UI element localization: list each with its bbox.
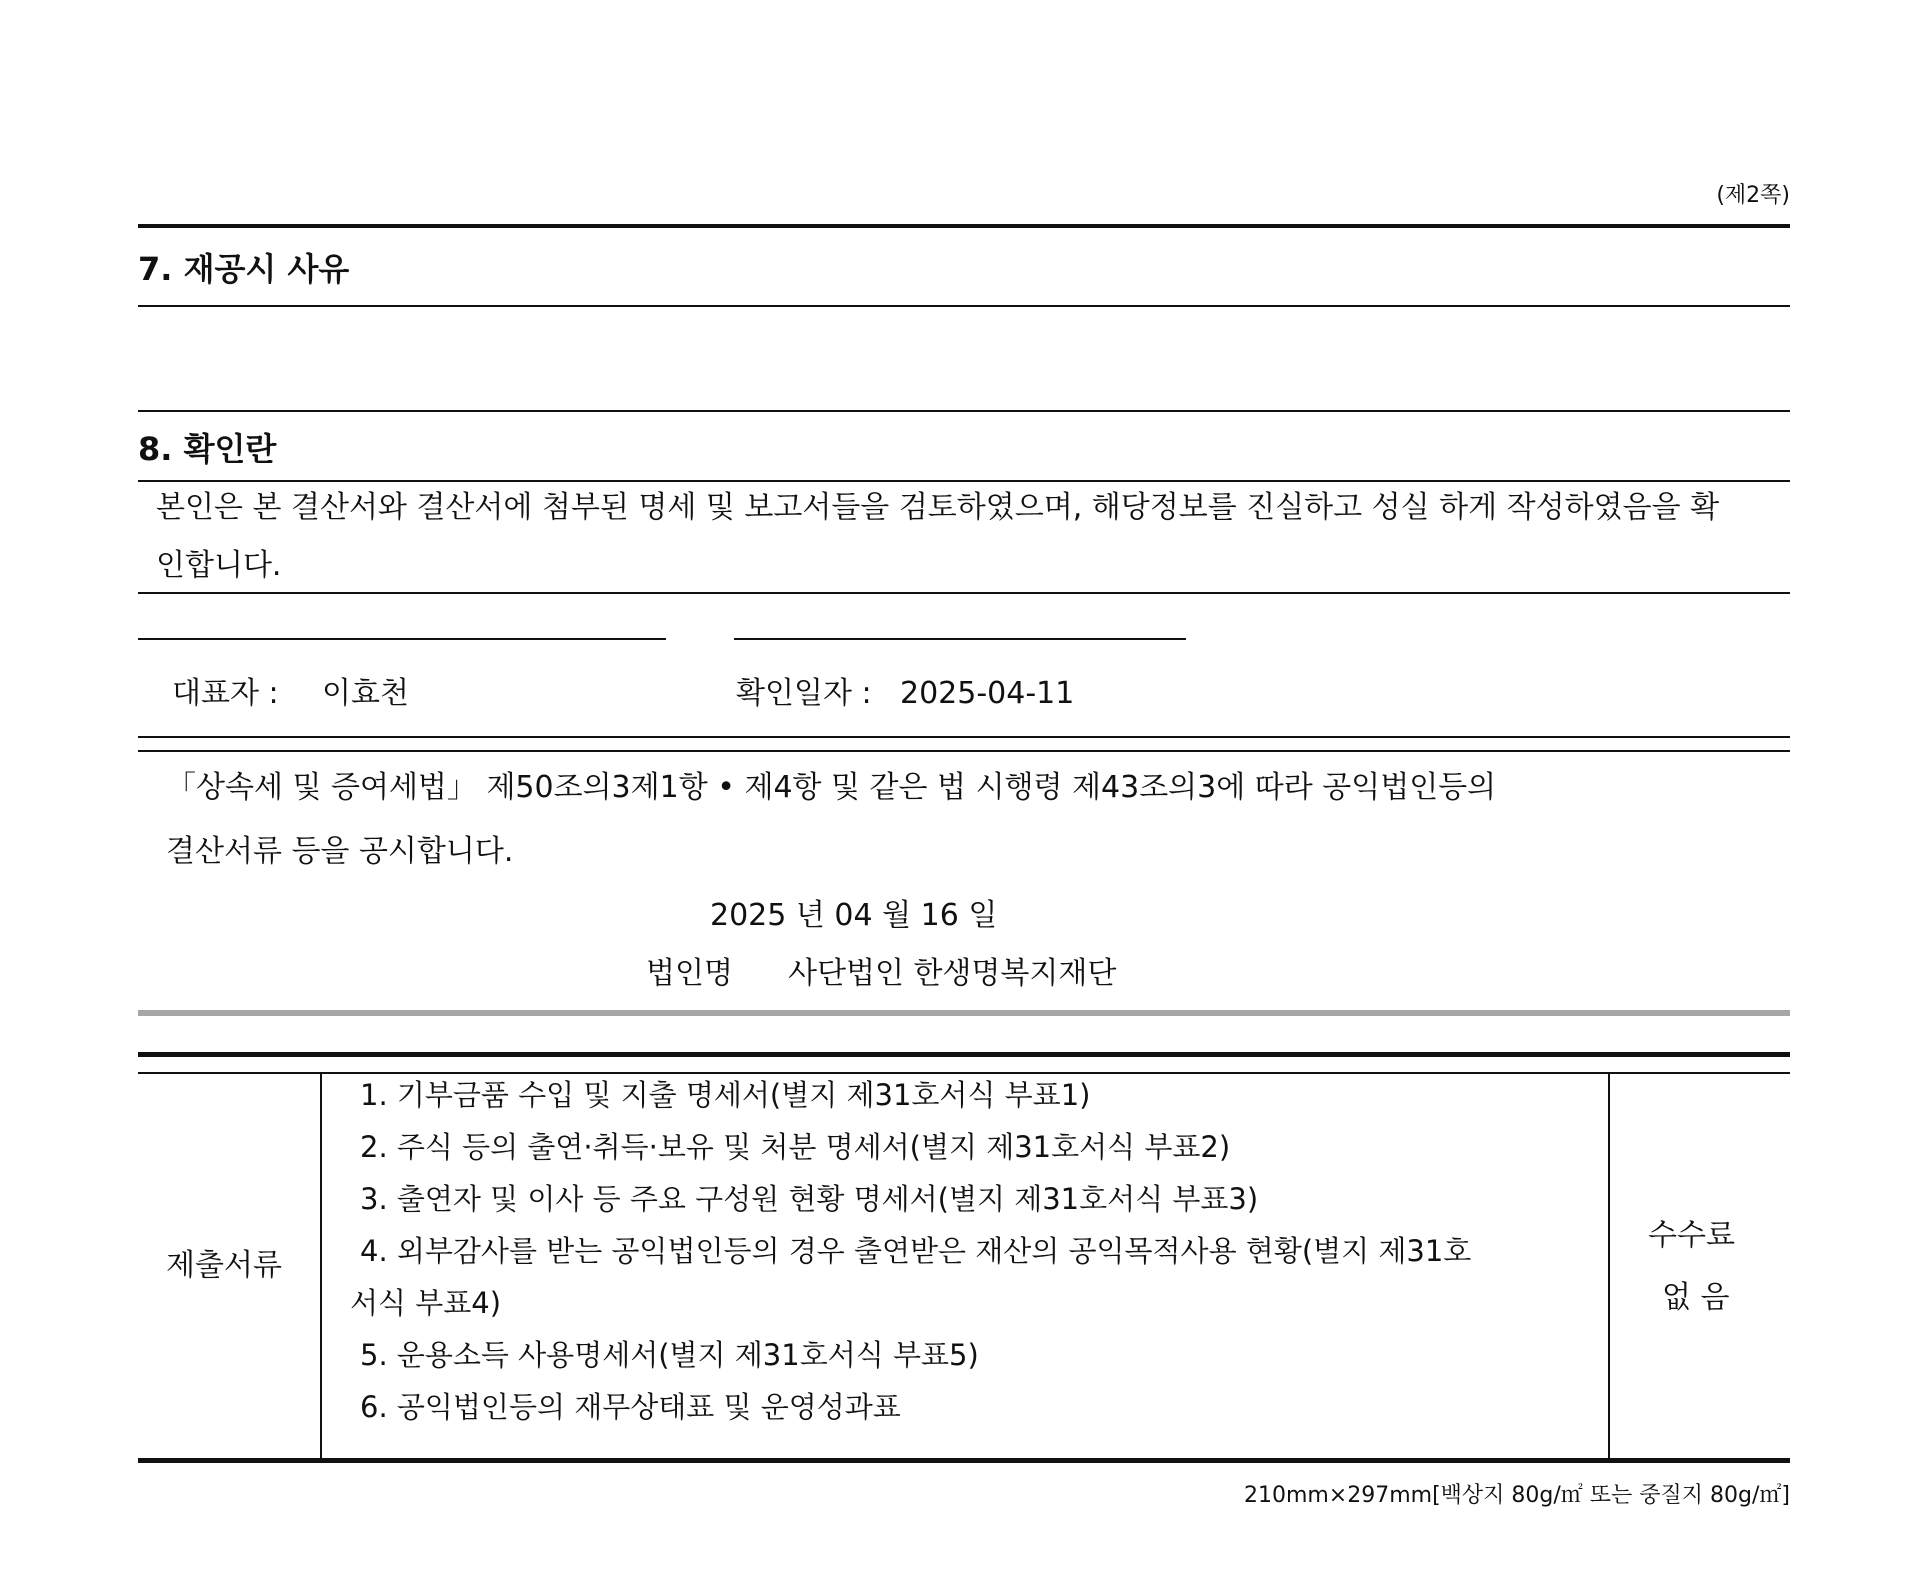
submission-item: 5. 운용소득 사용명세서(별지 제31호서식 부표5) [360,1338,979,1372]
section8-top-rule [138,410,1790,412]
statement-bottom-rule [138,592,1790,594]
table-top-border [138,1052,1790,1057]
confirm-date-label: 확인일자 : [736,676,872,711]
confirmation-statement-line2: 인합니다. [156,548,282,583]
submission-label: 제출서류 [166,1248,282,1283]
submission-item: 1. 기부금품 수입 및 지출 명세서(별지 제31호서식 부표1) [360,1078,1091,1112]
gray-separator [138,1010,1790,1016]
declaration-top-rule-1 [138,736,1790,738]
submission-item: 3. 출연자 및 이사 등 주요 구성원 현황 명세서(별지 제31호서식 부표3) [360,1182,1259,1216]
section7-bottom-rule [138,305,1790,307]
representative-name: 이효천 [322,676,409,711]
page-number: (제2쪽) [1716,183,1790,208]
declaration-top-rule-2 [138,750,1790,752]
confirm-date: 2025-04-11 [900,676,1075,711]
representative-label: 대표자 : [172,676,279,711]
declaration-date: 2025 년 04 월 16 일 [710,898,998,933]
submission-item: 6. 공익법인등의 재무상태표 및 운영성과표 [360,1390,901,1424]
section7-top-rule [138,224,1790,228]
corp-name: 사단법인 한생명복지재단 [788,956,1117,991]
section8-title: 8. 확인란 [138,430,277,468]
date-signature-line [734,638,1186,640]
fee-value: 없 음 [1662,1280,1730,1315]
table-bottom-border [138,1458,1790,1463]
representative-signature-line [138,638,666,640]
submission-item: 서식 부표4) [350,1286,502,1320]
declaration-line2: 결산서류 등을 공시합니다. [166,834,514,869]
confirmation-statement-line1: 본인은 본 결산서와 결산서에 첨부된 명세 및 보고서들을 검토하였으며, 해당정보를 진실하고 성실 하게 작성하였음을 확 [156,490,1720,525]
paper-spec-footer: 210mm×297mm[백상지 80g/㎡ 또는 중질지 80g/㎡] [1243,1483,1790,1508]
section7-title: 7. 재공시 사유 [138,250,350,288]
submission-item: 4. 외부감사를 받는 공익법인등의 경우 출연받은 재산의 공익목적사용 현황(별지 제31호 [360,1234,1472,1268]
declaration-line1: 「상속세 및 증여세법」 제50조의3제1항 • 제4항 및 같은 법 시행령 제43조의3에 따라 공익법인등의 [166,770,1497,805]
fee-label: 수수료 [1648,1218,1735,1253]
table-divider-left [320,1072,322,1460]
section8-title-rule [138,480,1790,482]
submission-item: 2. 주식 등의 출연·취득·보유 및 처분 명세서(별지 제31호서식 부표2) [360,1130,1231,1164]
corp-name-label: 법인명 [646,956,733,991]
table-divider-right [1608,1072,1610,1460]
